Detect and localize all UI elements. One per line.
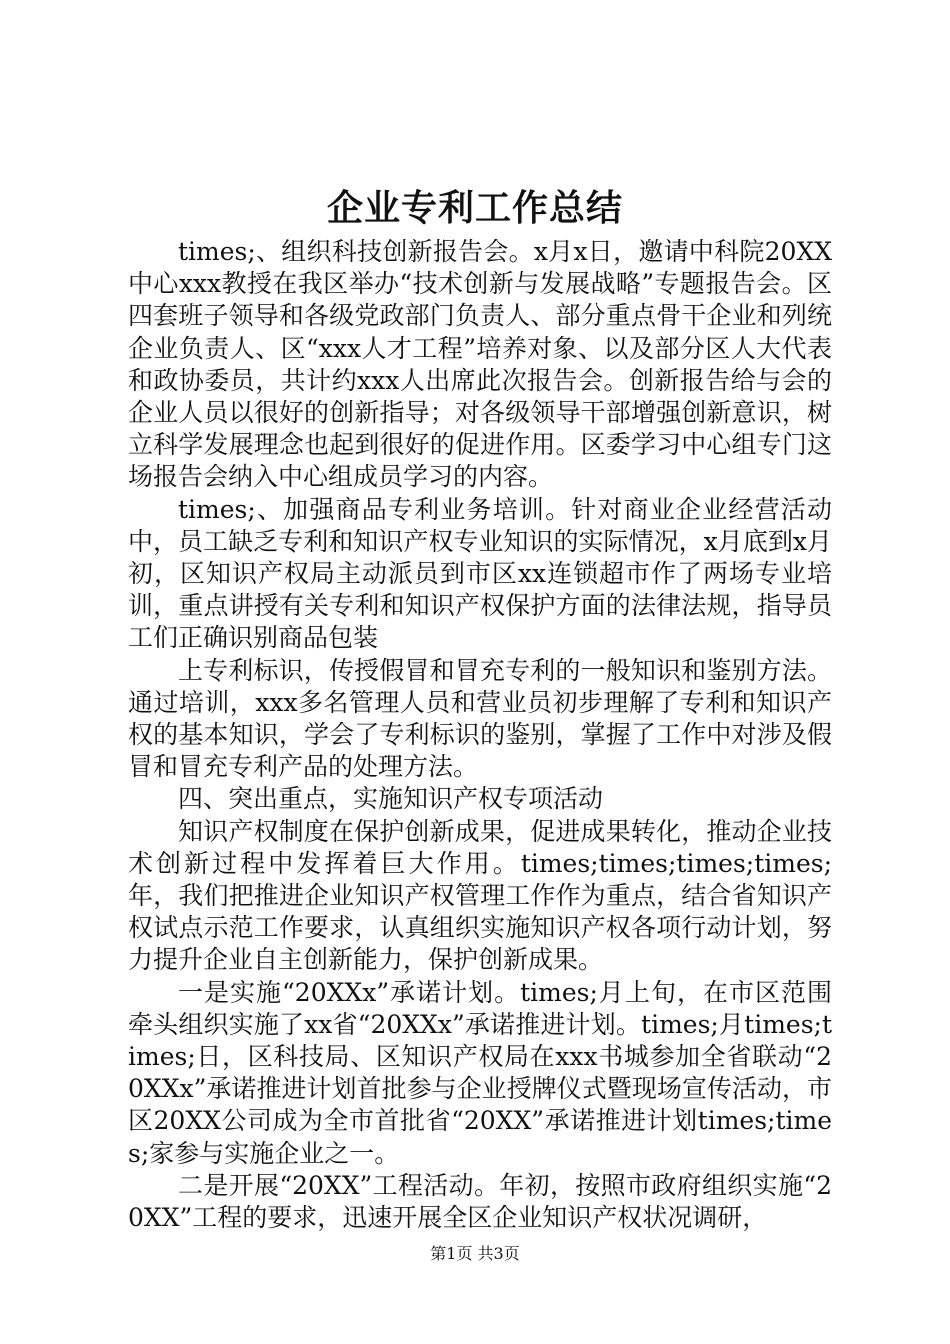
paragraph: 一是实施“20XXx”承诺计划。times;月上旬，在市区范围牵头组织实施了xx省“20XXx”承诺推进计划。times;月times;times;日，区科技局、区知识产权局在xxx书城参加全省联动“20XXx”承诺推进计划首批参与企业授牌仪式暨现场宣传活动，市区20XX公司成为全市首批省“20XX”承诺推进计划times;times;家参与实施企业之一。 xyxy=(128,977,832,1168)
paragraph: 二是开展“20XX”工程活动。年初，按照市政府组织实施“20XX”工程的要求，迅速开展全区企业知识产权状况调研， xyxy=(128,1170,832,1233)
paragraph: 知识产权制度在保护创新成果，促进成果转化，推动企业技术创新过程中发挥着巨大作用。times;times;times;times;年，我们把推进企业知识产权管理工作作为重点，结合省知识产权试点示范工作要求，认真组织实施知识产权各项行动计划，努力提升企业自主创新能力，保护创新成果。 xyxy=(128,816,832,975)
section-heading: 四、突出重点，实施知识产权专项活动 xyxy=(178,784,604,814)
paragraph: times;、组织科技创新报告会。x月x日，邀请中科院20XX中心xxx教授在我区举办“技术创新与发展战略”专题报告会。区四套班子领导和各级党政部门负责人、部分重点骨干企业和列统企业负责人、区“xxx人才工程”培养对象、以及部分区人大代表和政协委员，共计约xxx人出席此次报告会。创新报告给与会的企业人员以很好的创新指导；对各级领导干部增强创新意识，树立科学发展理念也起到很好的促进作用。区委学习中心组专门这场报告会纳入中心组成员学习的内容。 xyxy=(128,237,832,492)
page-footer: 第1页 共3页 xyxy=(430,1244,520,1263)
document-title: 企业专利工作总结 xyxy=(326,187,623,229)
document-body xyxy=(128,236,832,1234)
paragraph: times;、加强商品专利业务培训。针对商业企业经营活动中，员工缺乏专利和知识产权专业知识的实际情况，x月底到x月初，区知识产权局主动派员到市区xx连锁超市作了两场专业培训，重点讲授有关专利和知识产权保护方面的法律法规，指导员工们正确识别商品包装 xyxy=(128,494,832,653)
paragraph: 上专利标识，传授假冒和冒充专利的一般知识和鉴别方法。通过培训，xxx多名管理人员和营业员初步理解了专利和知识产权的基本知识，学会了专利标识的鉴别，掌握了工作中对涉及假冒和冒充专利产品的处理方法。 xyxy=(128,655,832,782)
